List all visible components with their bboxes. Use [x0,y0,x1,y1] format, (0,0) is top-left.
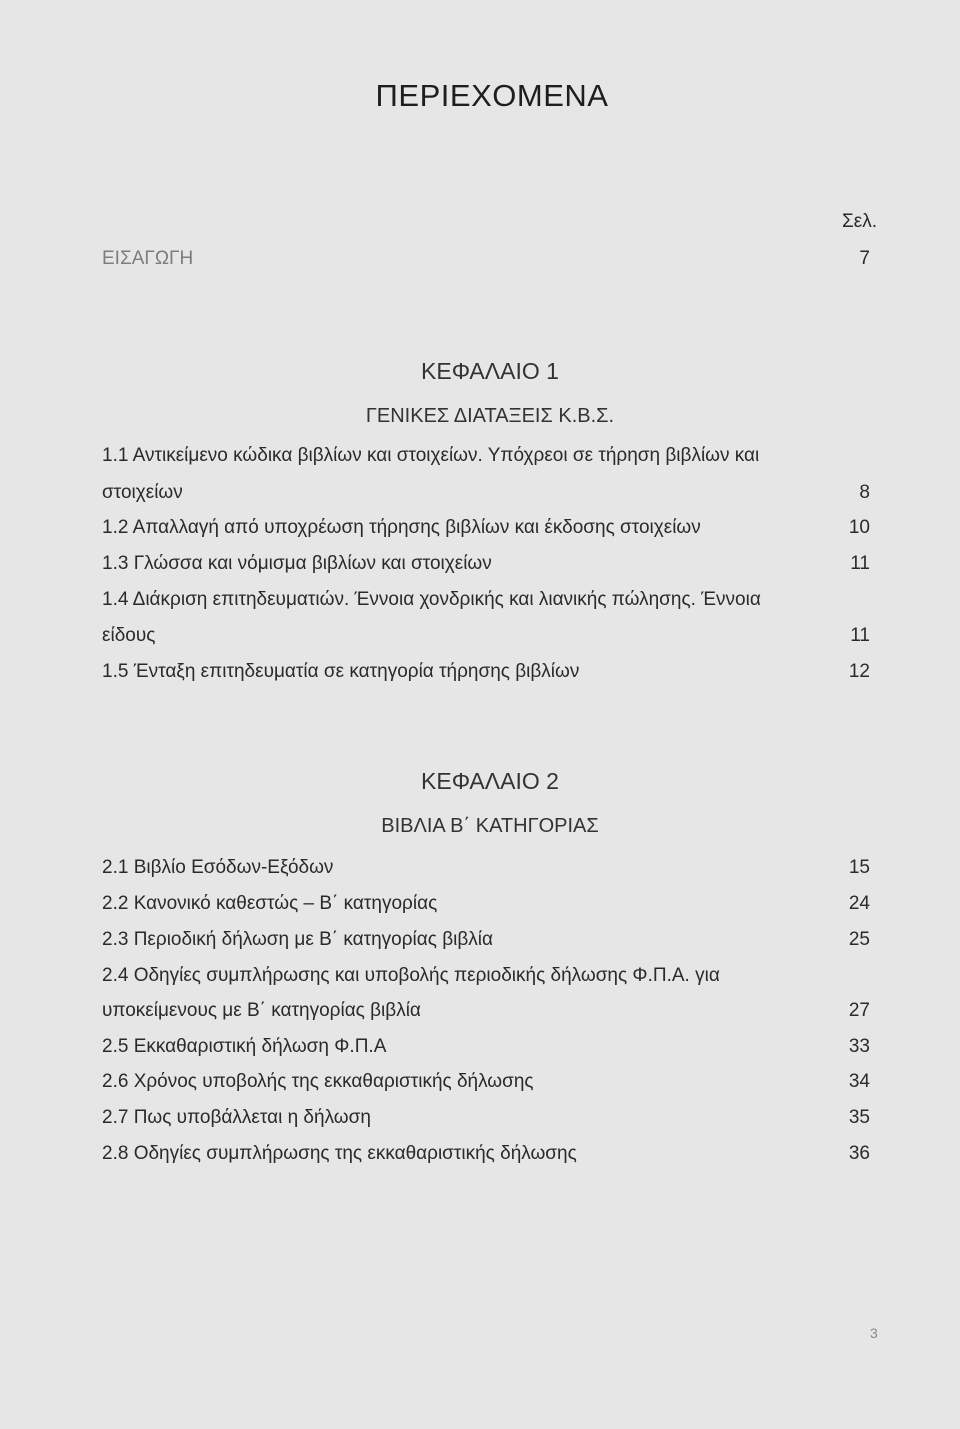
toc-entry-text: 2.3 Περιοδική δήλωση με Β΄ κατηγορίας βιβλία [102,929,493,950]
toc-entry [102,481,870,505]
toc-entry-text: 2.4 Οδηγίες συμπλήρωσης και υποβολής περιοδικής δήλωσης Φ.Π.Α. για [102,965,720,986]
toc-entry-text: 2.7 Πως υποβάλλεται η δήλωση [102,1107,371,1128]
toc-entry-text: 1.3 Γλώσσα και νόμισμα βιβλίων και στοιχείων [102,553,492,574]
toc-entry-text: 2.2 Κανονικό καθεστώς – Β΄ κατηγορίας [102,893,438,914]
toc-entry [102,660,870,684]
toc-entry-text: 1.5 Ένταξη επιτηδευματία σε κατηγορία τήρησης βιβλίων [102,661,580,682]
toc-entry [102,516,870,540]
toc-entry [102,892,870,916]
toc-entry [102,1035,870,1059]
toc-entry [102,1142,870,1166]
chapter-1-heading: ΚΕΦΑΛΑΙΟ 1 [421,358,559,384]
toc-entry-page: 27 [848,1000,870,1021]
toc-entry-text: είδους [102,625,156,646]
toc-entry-page: 24 [848,893,870,914]
toc-entry-text: 2.1 Βιβλίο Εσόδων-Εξόδων [102,857,334,878]
chapter-2-subtitle: ΒΙΒΛΙΑ Β΄ ΚΑΤΗΓΟΡΙΑΣ [381,815,599,837]
toc-entry [102,928,870,952]
toc-entry-page: 34 [848,1071,870,1092]
toc-entry [102,444,870,468]
toc-entry-text: 1.4 Διάκριση επιτηδευματιών. Έννοια χονδρικής και λιανικής πώλησης. Έννοια [102,589,761,610]
toc-entry-text: 1.1 Αντικείμενο κώδικα βιβλίων και στοιχείων. Υπόχρεοι σε τήρηση βιβλίων και [102,445,760,466]
toc-entry [102,588,870,612]
toc-entry [102,552,870,576]
chapter-2-heading: ΚΕΦΑΛΑΙΟ 2 [421,768,559,794]
toc-entry-text: ΕΙΣΑΓΩΓΗ [102,248,194,269]
toc-entry-page: 8 [859,482,870,503]
toc-entry-page: 11 [850,625,870,646]
toc-entry-intro [102,247,870,271]
toc-entry-page: 11 [850,553,870,574]
toc-entry [102,1106,870,1130]
toc-entry-page: 12 [848,661,870,682]
toc-entry [102,964,870,988]
toc-entry-text: στοιχείων [102,482,183,503]
toc-entry-text: 2.8 Οδηγίες συμπλήρωσης της εκκαθαριστικής δήλωσης [102,1143,577,1164]
toc-entry-text: 2.6 Χρόνος υποβολής της εκκαθαριστικής δήλωσης [102,1071,534,1092]
page-title: ΠΕΡΙΕΧΟΜΕΝΑ [375,78,609,113]
toc-entry-text: υποκείμενους με Β΄ κατηγορίας βιβλία [102,1000,421,1021]
page-number: 3 [870,1325,878,1341]
toc-entry-page: 25 [848,929,870,950]
page-column-label: Σελ. [842,211,877,232]
toc-entry-text: 1.2 Απαλλαγή από υποχρέωση τήρησης βιβλίων και έκδοσης στοιχείων [102,517,701,538]
toc-entry [102,1070,870,1094]
toc-entry [102,999,870,1023]
toc-entry [102,856,870,880]
toc-entry [102,624,870,648]
toc-entry-page: 36 [848,1143,870,1164]
toc-entry-page: 15 [848,857,870,878]
toc-entry-page: 7 [859,248,870,269]
toc-entry-page: 35 [848,1107,870,1128]
toc-entry-text: 2.5 Εκκαθαριστική δήλωση Φ.Π.Α [102,1036,387,1057]
toc-entry-page: 10 [848,517,870,538]
chapter-1-subtitle: ΓΕΝΙΚΕΣ ΔΙΑΤΑΞΕΙΣ Κ.Β.Σ. [365,405,615,427]
toc-entry-page: 33 [848,1036,870,1057]
